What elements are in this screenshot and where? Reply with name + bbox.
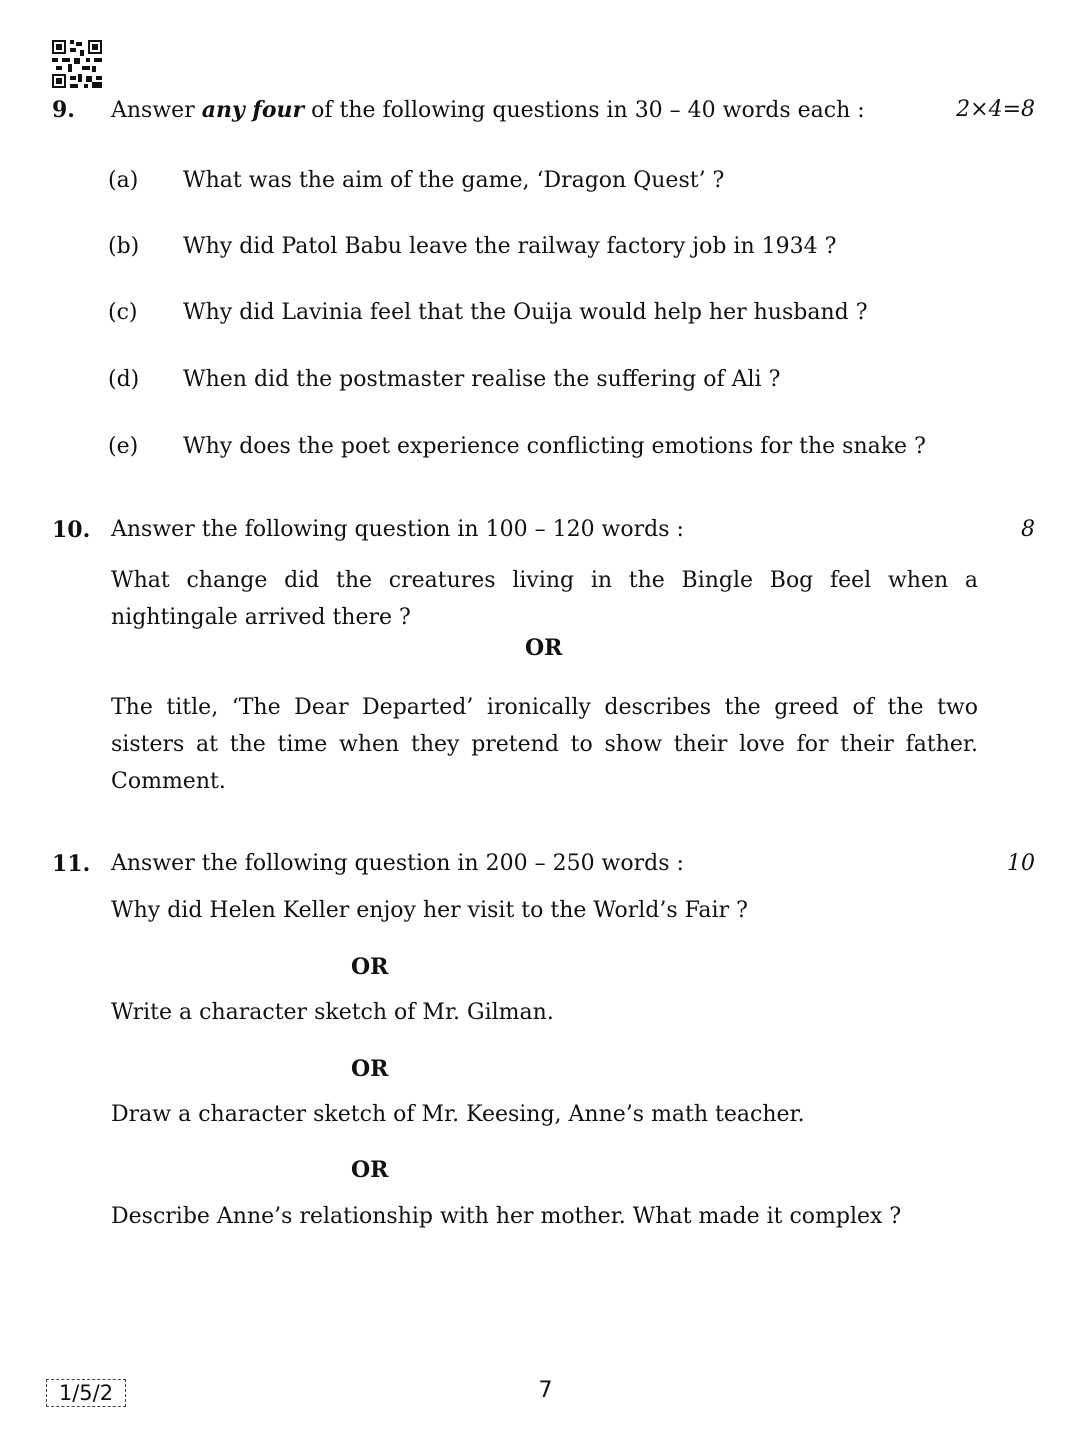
question-11-or-1: OR	[351, 954, 389, 980]
option-b-text: Why did Patol Babu leave the railway factory job in 1934 ?	[183, 234, 837, 259]
option-a-text: What was the aim of the game, ‘Dragon Quest’ ?	[183, 168, 725, 193]
question-11-text-1: Why did Helen Keller enjoy her visit to the World’s Fair ?	[111, 898, 748, 923]
page-number: 7	[538, 1378, 553, 1403]
question-11-text-3: Draw a character sketch of Mr. Keesing, Anne’s math teacher.	[111, 1102, 805, 1127]
question-9-number: 9.	[52, 97, 75, 123]
option-d-text: When did the postmaster realise the suffering of Ali ?	[183, 367, 781, 392]
option-b-label: (b)	[108, 234, 140, 259]
question-11-instruction: Answer the following question in 200 – 250 words :	[111, 851, 684, 876]
question-10-instruction: Answer the following question in 100 – 120 words :	[111, 517, 684, 542]
question-9-marks: 2×4=8	[956, 97, 1035, 122]
option-d-label: (d)	[108, 367, 140, 392]
option-a-label: (a)	[108, 168, 139, 193]
paper-code: 1/5/2	[46, 1379, 126, 1407]
question-11-text-4: Describe Anne’s relationship with her mother. What made it complex ?	[111, 1204, 902, 1229]
question-11-or-3: OR	[351, 1157, 389, 1183]
question-11-number: 11.	[52, 851, 91, 877]
question-10-number: 10.	[52, 517, 91, 543]
option-c-label: (c)	[108, 300, 138, 325]
question-10-text-2: The title, ‘The Dear Departed’ ironically describes the greed of the two sisters at the time when they pretend to show their love for their father. Comment.	[111, 695, 978, 794]
option-e-text: Why does the poet experience conflicting emotions for the snake ?	[183, 434, 926, 459]
qr-code-icon	[52, 40, 102, 88]
option-e-label: (e)	[108, 434, 139, 459]
option-c-text: Why did Lavinia feel that the Ouija would help her husband ?	[183, 300, 868, 325]
question-11-or-2: OR	[351, 1056, 389, 1082]
question-10-marks: 8	[1021, 517, 1035, 542]
question-11-text-2: Write a character sketch of Mr. Gilman.	[111, 1000, 554, 1025]
question-9-instruction: Answer any four of the following questions in 30 – 40 words each :	[111, 97, 865, 123]
question-10-or: OR	[525, 635, 563, 661]
question-11-marks: 10	[1007, 851, 1035, 876]
question-10-text-1: What change did the creatures living in the Bingle Bog feel when a nightingale arrived there ?	[111, 568, 978, 630]
